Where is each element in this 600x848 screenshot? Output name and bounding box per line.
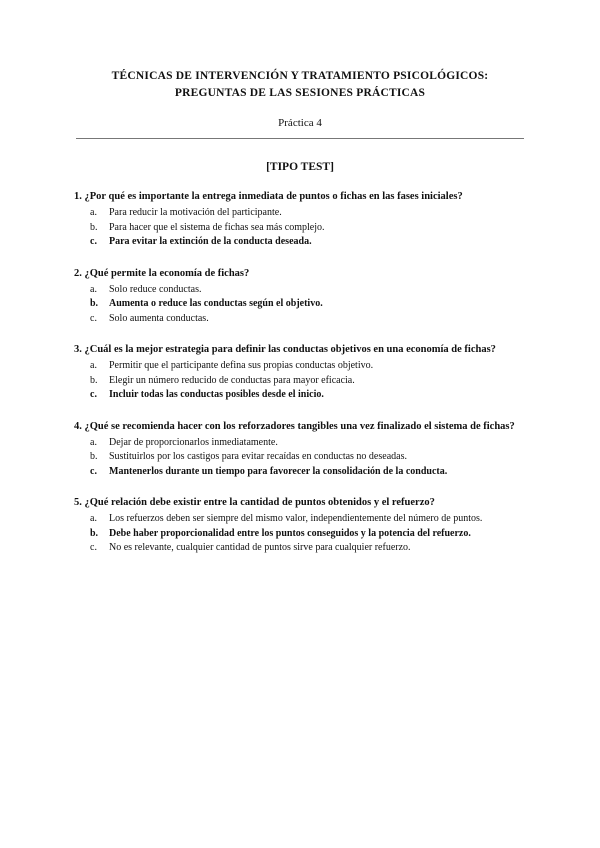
option-letter: a. <box>90 283 97 295</box>
option-letter: c. <box>90 465 97 477</box>
option-a <box>74 512 530 527</box>
option-a <box>74 283 530 298</box>
option-text: Para evitar la extinción de la conducta deseada. <box>109 236 312 247</box>
option-text: Solo aumenta conductas. <box>109 312 209 324</box>
option-letter: b. <box>90 221 98 233</box>
option-b <box>74 221 530 236</box>
question-5 <box>74 496 530 556</box>
document-title-line-1: TÉCNICAS DE INTERVENCIÓN Y TRATAMIENTO PSICOLÓGICOS: <box>111 70 489 82</box>
option-b-correct <box>74 527 530 542</box>
question-1 <box>74 190 530 250</box>
option-text: Mantenerlos durante un tiempo para favorecer la consolidación de la conducta. <box>109 465 448 477</box>
option-letter: b. <box>90 374 98 386</box>
document-title-line-2: PREGUNTAS DE LAS SESIONES PRÁCTICAS <box>174 87 426 99</box>
option-letter: c. <box>90 236 97 247</box>
option-b-correct <box>74 297 530 312</box>
option-letter: b. <box>90 527 99 539</box>
question-text: 1. ¿Por qué es importante la entrega inmediata de puntos o fichas en las fases iniciales? <box>74 191 463 202</box>
option-b <box>74 450 530 465</box>
option-c-correct <box>74 465 530 480</box>
option-a <box>74 206 530 221</box>
option-text: No es relevante, cualquier cantidad de puntos sirve para cualquier refuerzo. <box>109 542 411 553</box>
option-text: Para hacer que el sistema de fichas sea más complejo. <box>109 221 325 233</box>
header-divider <box>76 138 524 139</box>
question-text: 5. ¿Qué relación debe existir entre la cantidad de puntos obtenidos y el refuerzo? <box>74 497 435 508</box>
question-2 <box>74 267 530 327</box>
option-text: Elegir un número reducido de conductas para mayor eficacia. <box>109 374 355 386</box>
option-letter: a. <box>90 513 97 524</box>
option-letter: a. <box>90 436 97 448</box>
practice-subtitle: Práctica 4 <box>278 117 322 129</box>
question-text: 3. ¿Cuál es la mejor estrategia para definir las conductas objetivos en una economía de fichas? <box>74 344 496 355</box>
option-c <box>74 541 530 556</box>
question-text: 4. ¿Qué se recomienda hacer con los reforzadores tangibles una vez finalizado el sistema de fichas? <box>74 420 515 432</box>
option-a <box>74 359 530 374</box>
option-b <box>74 374 530 389</box>
option-text: Dejar de proporcionarlos inmediatamente. <box>109 436 278 448</box>
option-text: Aumenta o reduce las conductas según el objetivo. <box>109 298 323 309</box>
question-4 <box>74 420 530 480</box>
option-text: Para reducir la motivación del participante. <box>109 207 282 218</box>
question-list <box>74 190 530 573</box>
option-c-correct <box>74 235 530 250</box>
option-text: Sustituirlos por los castigos para evitar recaídas en conductas no deseadas. <box>109 451 407 462</box>
option-text: Los refuerzos deben ser siempre del mismo valor, independientemente del número de puntos. <box>109 513 483 524</box>
option-a <box>74 436 530 451</box>
option-letter: c. <box>90 389 97 400</box>
option-text: Solo reduce conductas. <box>109 283 202 295</box>
option-letter: c. <box>90 312 97 324</box>
option-text: Debe haber proporcionalidad entre los puntos conseguidos y la potencia del refuerzo. <box>109 527 471 539</box>
question-3 <box>74 343 530 403</box>
option-letter: b. <box>90 451 98 462</box>
option-text: Incluir todas las conductas posibles desde el inicio. <box>109 389 324 400</box>
option-letter: a. <box>90 207 97 218</box>
question-text: 2. ¿Qué permite la economía de fichas? <box>74 267 250 279</box>
option-letter: b. <box>90 298 99 309</box>
option-c-correct <box>74 388 530 403</box>
option-text: Permitir que el participante defina sus propias conductas objetivo. <box>109 360 374 371</box>
option-c <box>74 312 530 327</box>
option-letter: a. <box>90 360 97 371</box>
option-letter: c. <box>90 542 97 553</box>
section-title: [TIPO TEST] <box>266 161 334 173</box>
